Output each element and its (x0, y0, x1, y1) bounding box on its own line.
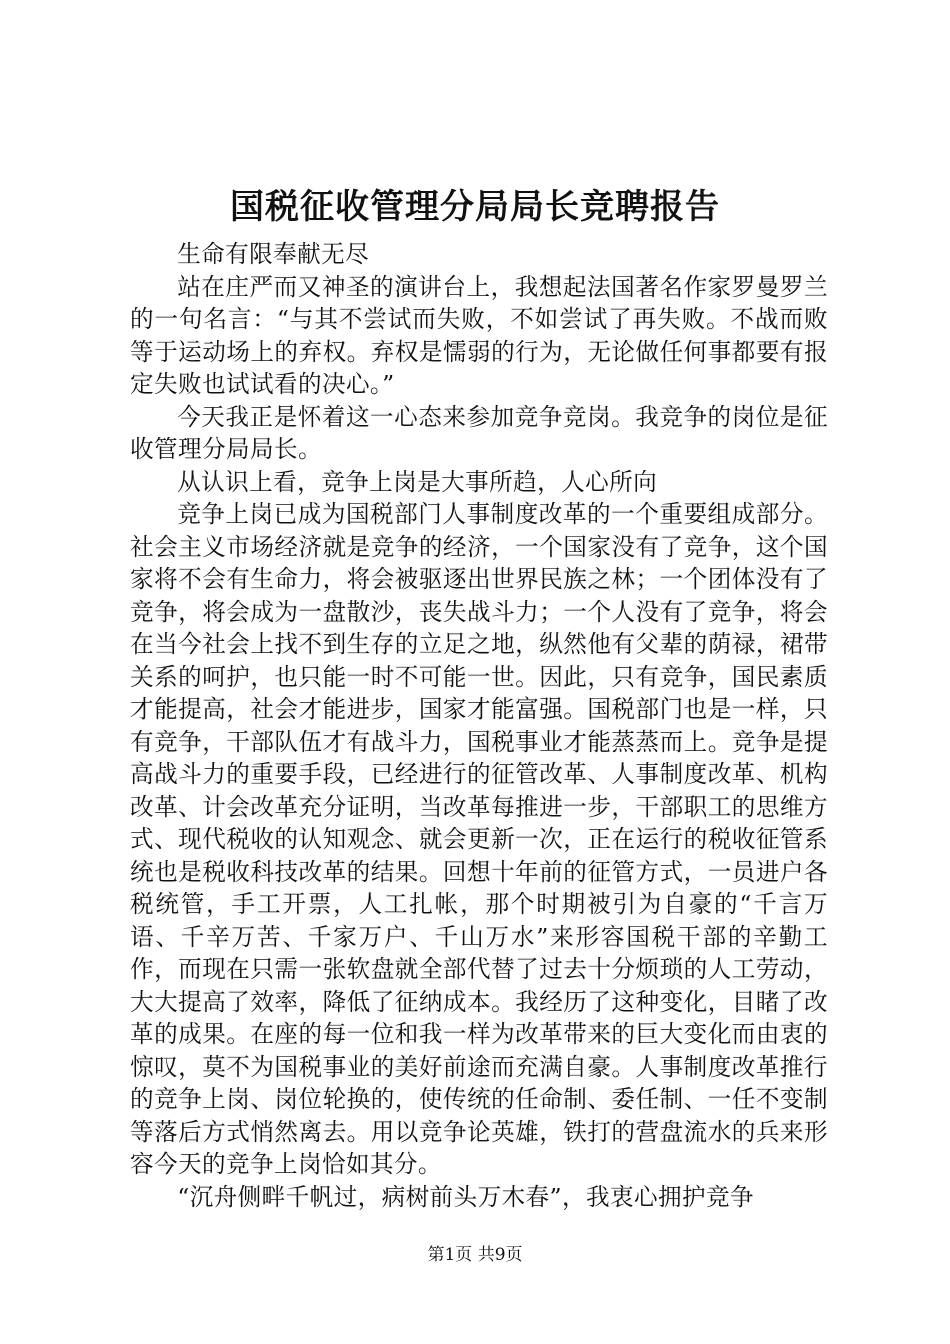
paragraph-opening-quote: 站在庄严而又神圣的演讲台上，我想起法国著名作家罗曼罗兰的一句名言：“与其不尝试而失败，不如尝试了再失败。不战而败等于运动场上的弃权。弃权是懦弱的行为，无论做任何事都要有报定失败也试试看的决心。” (130, 272, 828, 398)
paragraph-competition-reform: 竞争上岗已成为国税部门人事制度改革的一个重要组成部分。社会主义市场经济就是竞争的经济，一个国家没有了竞争，这个国家将不会有生命力，将会被驱逐出世界民族之林；一个团体没有了竞争，将会成为一盘散沙，丧失战斗力；一个人没有了竞争，将会在当今社会上找不到生存的立足之地，纵然他有父辈的荫禄，裙带关系的呵护，也只能一时不可能一世。因此，只有竞争，国民素质才能提高，社会才能进步，国家才能富强。国税部门也是一样，只有竞争，干部队伍才有战斗力，国税事业才能蒸蒸而上。竞争是提高战斗力的重要手段，已经进行的征管改革、人事制度改革、机构改革、计会改革充分证明，当改革每推进一步，干部职工的思维方式、现代税收的认知观念、就会更新一次，正在运行的税收征管系统也是税收科技改革的结果。回想十年前的征管方式，一员进户各税统管，手工开票，人工扎帐，那个时期被引为自豪的“千言万语、千辛万苦、千家万户、千山万水”来形容国税干部的辛勤工作，而现在只需一张软盘就全部代替了过去十分烦琐的人工劳动，大大提高了效率，降低了征纳成本。我经历了这种变化，目睹了改革的成果。在座的每一位和我一样为改革带来的巨大变化而由衷的惊叹，莫不为国税事业的美好前途而充满自豪。人事制度改革推行的竞争上岗、岗位轮换的，使传统的任命制、委任制、一任不变制等落后方式悄然离去。用以竞争论英雄，铁打的营盘流水的兵来形容今天的竞争上岗恰如其分。 (130, 500, 828, 1178)
paragraph-position: 今天我正是怀着这一心态来参加竞争竞岗。我竞争的岗位是征收管理分局局长。 (130, 402, 828, 463)
paragraph-section-heading: 从认识上看，竞争上岗是大事所趋，人心所向 (177, 467, 658, 496)
paragraph-motto: 生命有限奉献无尽 (177, 240, 370, 268)
page-footer: 第1页 共9页 (427, 1245, 523, 1265)
document-body (130, 238, 828, 1213)
paragraph-poem-quote: “沉舟侧畔千帆过，病树前头万木春”，我衷心拥护竞争 (177, 1182, 754, 1211)
document-title: 国税征收管理分局局长竞聘报告 (230, 187, 720, 227)
